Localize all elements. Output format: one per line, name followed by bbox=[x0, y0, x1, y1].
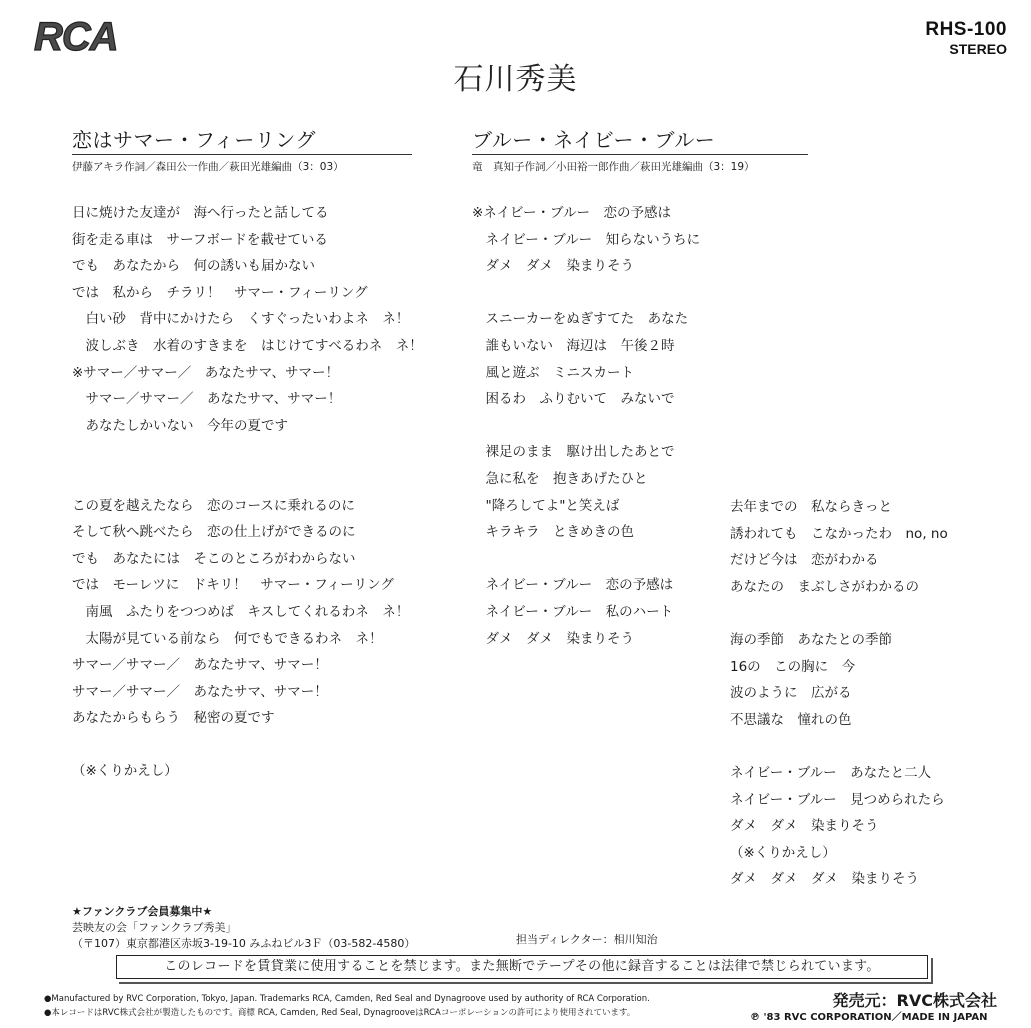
lyric-line: ダメ ダメ 染まりそう bbox=[472, 258, 634, 275]
fanclub-address: （〒107）東京都港区赤坂3-19-10 みふねビル3Ｆ（03-582-4580） bbox=[72, 937, 416, 950]
lyric-line: 白い砂 背中にかけたら くすぐったいわよネ ネ！ bbox=[72, 311, 410, 328]
lyric-line: 太陽が見ている前なら 何でもできるわネ ネ！ bbox=[72, 630, 383, 647]
lyric-line: だけど今は 恋がわかる bbox=[730, 552, 879, 569]
lyric-line: でも あなたから 何の誘いも届かない bbox=[72, 258, 315, 275]
song-1-credits: 伊藤アキラ作詞／森田公一作曲／萩田光雄編曲（3：03） bbox=[72, 161, 344, 173]
lyric-line bbox=[72, 439, 423, 466]
lyric-line: ※ネイビー・ブルー 恋の予感は bbox=[472, 205, 671, 221]
lyric-line: "降ろしてよ"と笑えば bbox=[472, 497, 620, 514]
manufacturer-notice bbox=[44, 992, 650, 1020]
catalog-number: RHS-100 bbox=[925, 19, 1007, 40]
lyric-line bbox=[472, 280, 700, 307]
lyric-line: ネイビー・ブルー 私のハート bbox=[472, 603, 674, 620]
lyric-line: 不思議な 憧れの色 bbox=[730, 711, 852, 728]
lyric-line: 裸足のまま 駆け出したあとで bbox=[472, 444, 675, 461]
lyric-line: （※くりかえし） bbox=[730, 844, 836, 861]
song-1-title-rule bbox=[72, 154, 412, 155]
lyric-line: ※サマー／サマー／ あなたサマ、サマー！ bbox=[72, 364, 340, 381]
fanclub-heading: ★ファンクラブ会員募集中★ bbox=[72, 905, 213, 918]
lyric-line: 困るわ ふりむいて みないで bbox=[472, 391, 675, 408]
lyric-line: 海の季節 あなたとの季節 bbox=[730, 631, 892, 648]
copyright-warning: このレコードを賃貸業に使用することを禁じます。また無断でテープその他に録音することは法律で禁じられています。 bbox=[116, 955, 928, 979]
lyric-line: 南風 ふたりをつつめば キスしてくれるわネ ネ！ bbox=[72, 603, 410, 620]
song-2-lyrics-column-1 bbox=[472, 200, 700, 652]
lyric-line: 波しぶき 水着のすきまを はじけてすべるわネ ネ！ bbox=[72, 337, 423, 354]
lyric-line: そして秋へ跳べたら 恋の仕上げができるのに bbox=[72, 524, 356, 541]
artist-name: 石川秀美 bbox=[453, 62, 578, 97]
copyright-line: ℗ '83 RVC CORPORATION／MADE IN JAPAN bbox=[750, 1012, 988, 1023]
fanclub-name: 芸映友の会「ファンクラブ秀美」 bbox=[72, 921, 237, 934]
song-2-credits: 竜 真知子作詞／小田裕一郎作曲／萩田光雄編曲（3：19） bbox=[472, 161, 755, 173]
lyric-line: 誘われても こなかったわ no, no bbox=[730, 525, 948, 542]
distributor: 発売元：RVC株式会社 bbox=[832, 991, 997, 1010]
lyric-line: あなたしかいない 今年の夏です bbox=[72, 417, 288, 434]
lyric-line: でも あなたには そこのところがわからない bbox=[72, 550, 356, 567]
lyric-line: 日に焼けた友達が 海へ行ったと話してる bbox=[72, 205, 329, 221]
lyric-line: 風と遊ぶ ミニスカート bbox=[472, 364, 634, 381]
lyric-line: ダメ ダメ 染まりそう bbox=[730, 818, 879, 835]
song-2-lyrics-column-2 bbox=[730, 494, 948, 893]
rca-logo bbox=[34, 16, 152, 56]
lyric-line: 街を走る車は サーフボードを載せている bbox=[72, 231, 328, 248]
song-2-title-rule bbox=[472, 154, 808, 155]
lyric-line: 16の この胸に 今 bbox=[730, 658, 856, 675]
catalog-info bbox=[925, 20, 1007, 58]
lyric-line: 誰もいない 海辺は 午後２時 bbox=[472, 337, 675, 354]
lyric-line bbox=[472, 413, 700, 440]
lyric-line: では 私から チラリ！ サマー・フィーリング bbox=[72, 284, 368, 301]
lyric-line bbox=[72, 732, 423, 759]
director-credit: 担当ディレクター：相川知治 bbox=[516, 933, 658, 946]
lyric-line: サマー／サマー／ あなたサマ、サマー！ bbox=[72, 657, 328, 674]
svg-text:RCA: RCA bbox=[34, 16, 118, 56]
lyric-line: 波のように 広がる bbox=[730, 685, 852, 702]
lyric-line: ダメ ダメ 染まりそう bbox=[472, 630, 634, 647]
lyric-line: では モーレツに ドキリ！ サマー・フィーリング bbox=[72, 577, 394, 594]
lyric-line: ネイビー・ブルー 恋の予感は bbox=[472, 577, 674, 594]
lyric-line: スニーカーをぬぎすてた あなた bbox=[472, 311, 689, 328]
song-1-lyrics bbox=[72, 200, 423, 785]
song-1-title: 恋はサマー・フィーリング bbox=[72, 128, 316, 152]
lyric-line: あなたからもらう 秘密の夏です bbox=[72, 710, 275, 727]
lyric-line bbox=[730, 600, 948, 627]
manufacturer-notice-jp: ●本レコードはRVC株式会社が製造したものです。商標 RCA, Camden, Red Seal, DynagrooveはRCAコーポレーションの許可により使用されています。 bbox=[44, 1008, 636, 1018]
lyric-line: 去年までの 私ならきっと bbox=[730, 499, 892, 515]
lyric-line: サマー／サマー／ あなたサマ、サマー！ bbox=[72, 391, 342, 408]
lyric-line: ダメ ダメ ダメ 染まりそう bbox=[730, 871, 919, 888]
song-2-title: ブルー・ネイビー・ブルー bbox=[472, 128, 716, 152]
format-label: STEREO bbox=[949, 41, 1007, 57]
lyric-line bbox=[472, 546, 700, 573]
lyric-line: ネイビー・ブルー 見つめられたら bbox=[730, 791, 945, 808]
lyric-line: 急に私を 抱きあげたひと bbox=[472, 470, 648, 487]
lyric-line: この夏を越えたなら 恋のコースに乗れるのに bbox=[72, 497, 355, 514]
lyric-line bbox=[730, 733, 948, 760]
lyric-line: ネイビー・ブルー あなたと二人 bbox=[730, 764, 932, 781]
lyric-line bbox=[72, 466, 423, 493]
song-1-header bbox=[72, 128, 316, 152]
lyric-line: あなたの まぶしさがわかるの bbox=[730, 578, 919, 595]
lyric-line: サマー／サマー／ あなたサマ、サマー！ bbox=[72, 683, 328, 700]
fanclub-notice bbox=[72, 904, 415, 952]
song-2-header bbox=[472, 128, 715, 152]
manufacturer-notice-en: ●Manufactured by RVC Corporation, Tokyo, Japan. Trademarks RCA, Camden, Red Seal and Dynagroove used by authority of RCA Corporation. bbox=[44, 994, 650, 1004]
lyric-line: キラキラ ときめきの色 bbox=[472, 524, 634, 541]
lyric-line: （※くりかえし） bbox=[72, 763, 178, 780]
lyric-line: ネイビー・ブルー 知らないうちに bbox=[472, 231, 701, 248]
